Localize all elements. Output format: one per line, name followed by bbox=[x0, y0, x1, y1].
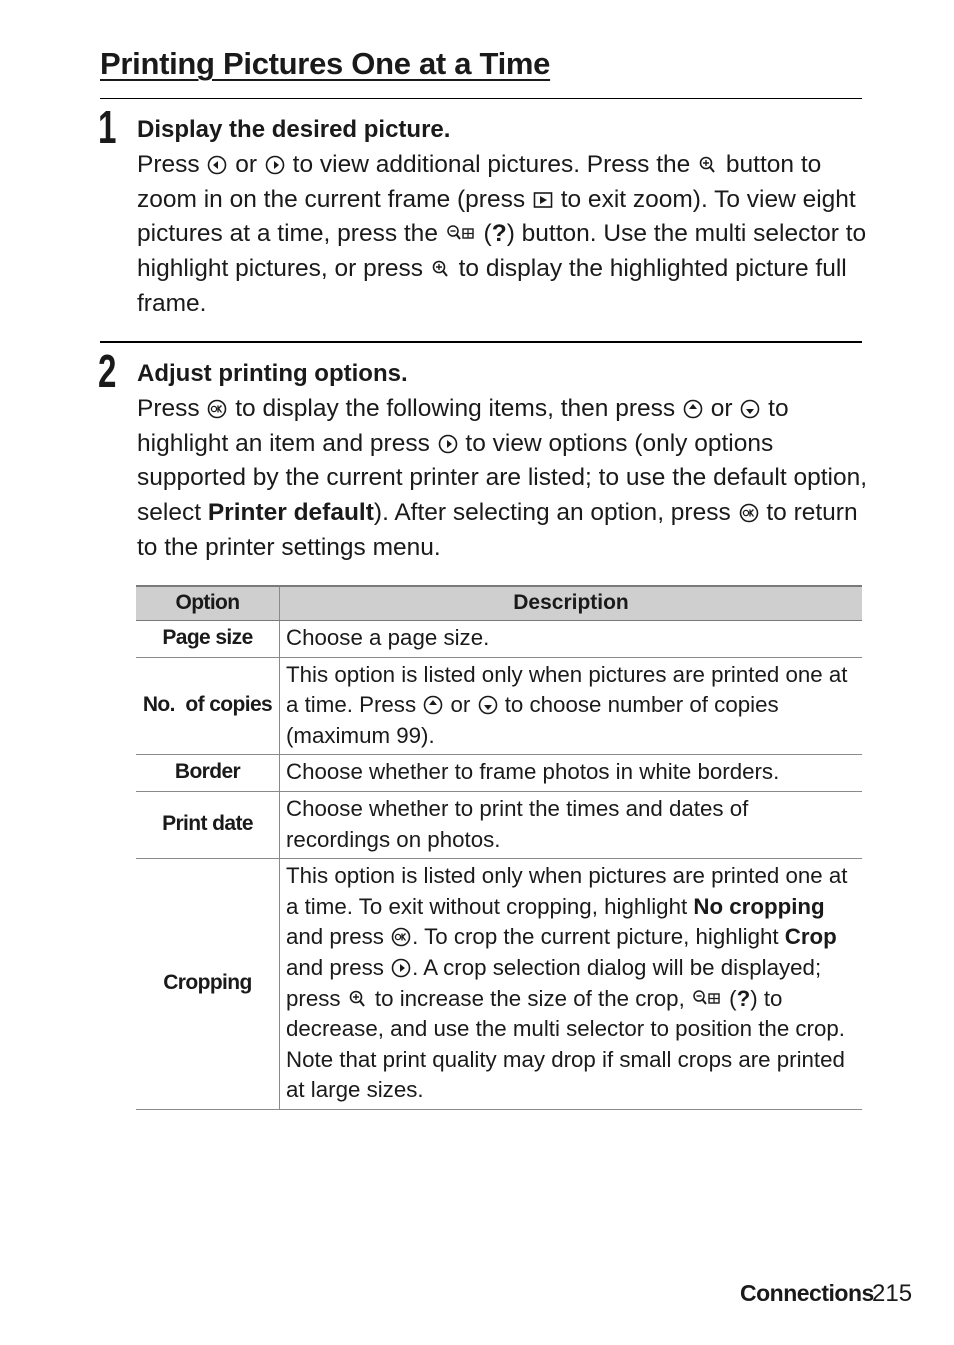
column-header-option: Option bbox=[136, 586, 280, 621]
multi-selector-down-icon bbox=[740, 399, 760, 419]
zoom-in-icon bbox=[348, 989, 368, 1009]
page-title: Printing Pictures One at a Time bbox=[100, 46, 551, 81]
footer-section-name: Connections bbox=[740, 1280, 874, 1306]
ok-button-icon bbox=[391, 927, 411, 947]
multi-selector-right-icon bbox=[391, 958, 411, 978]
option-name: Border bbox=[136, 755, 280, 792]
ok-button-icon bbox=[739, 503, 759, 523]
step-body: Press or to view additional pictures. Press the button to zoom in on the current frame (press to exit zoom). To view eight pictures at a time, press the (?) button. Use the multi selector to highlight pictures, or press to display the highlighted picture full frame. bbox=[137, 151, 867, 317]
step-body: Press to display the following items, then press or to highlight an item and press to view options (only options supported by the current printer are listed; to use the default option, select Printer default). After selecting an option, press to return to the printer settings menu. bbox=[137, 395, 867, 561]
multi-selector-right-icon bbox=[265, 155, 285, 175]
page-number: 215 bbox=[872, 1280, 913, 1307]
multi-selector-down-icon bbox=[478, 695, 498, 715]
option-description: This option is listed only when pictures are printed one at a time. To exit without cropping, highlight No cropping and press . To crop the current picture, highlight Crop and press . A crop selection dialog will be displayed; press to increase the size of the crop, (?) to decrease, and use the multi selector to position the crop. Note that print quality may drop if small crops are printed at large sizes. bbox=[280, 859, 863, 1110]
option-name: Cropping bbox=[136, 859, 280, 1110]
option-name: No. of copies bbox=[136, 657, 280, 755]
step-heading: Display the desired picture. bbox=[137, 116, 451, 143]
step-number: 2 bbox=[98, 345, 117, 397]
step-heading: Adjust printing options. bbox=[137, 360, 408, 387]
option-description: This option is listed only when pictures are printed one at a time. Press or to choose number of copies (maximum 99). bbox=[280, 657, 863, 755]
zoom-in-icon bbox=[431, 259, 451, 279]
multi-selector-left-icon bbox=[207, 155, 227, 175]
table-header-row bbox=[136, 586, 862, 621]
step-number: 1 bbox=[98, 101, 117, 153]
thumbnail-zoom-out-icon bbox=[692, 989, 722, 1009]
thumbnail-zoom-out-icon bbox=[446, 224, 476, 244]
multi-selector-up-icon bbox=[683, 399, 703, 419]
printing-options-table bbox=[136, 585, 862, 1110]
option-name: Page size bbox=[136, 621, 280, 658]
ok-button-icon bbox=[207, 399, 227, 419]
multi-selector-right-icon bbox=[438, 434, 458, 454]
option-name: Print date bbox=[136, 791, 280, 858]
zoom-in-icon bbox=[698, 155, 718, 175]
multi-selector-up-icon bbox=[423, 695, 443, 715]
table-row bbox=[136, 791, 862, 858]
section-divider bbox=[100, 98, 862, 99]
table-row bbox=[136, 755, 862, 792]
option-description: Choose whether to frame photos in white borders. bbox=[280, 755, 863, 792]
column-header-description: Description bbox=[280, 586, 863, 621]
playback-icon bbox=[533, 190, 553, 210]
option-description: Choose whether to print the times and dates of recordings on photos. bbox=[280, 791, 863, 858]
section-divider bbox=[100, 341, 862, 343]
table-row bbox=[136, 657, 862, 755]
option-description: Choose a page size. bbox=[280, 621, 863, 658]
table-row bbox=[136, 859, 862, 1110]
table-row bbox=[136, 621, 862, 658]
